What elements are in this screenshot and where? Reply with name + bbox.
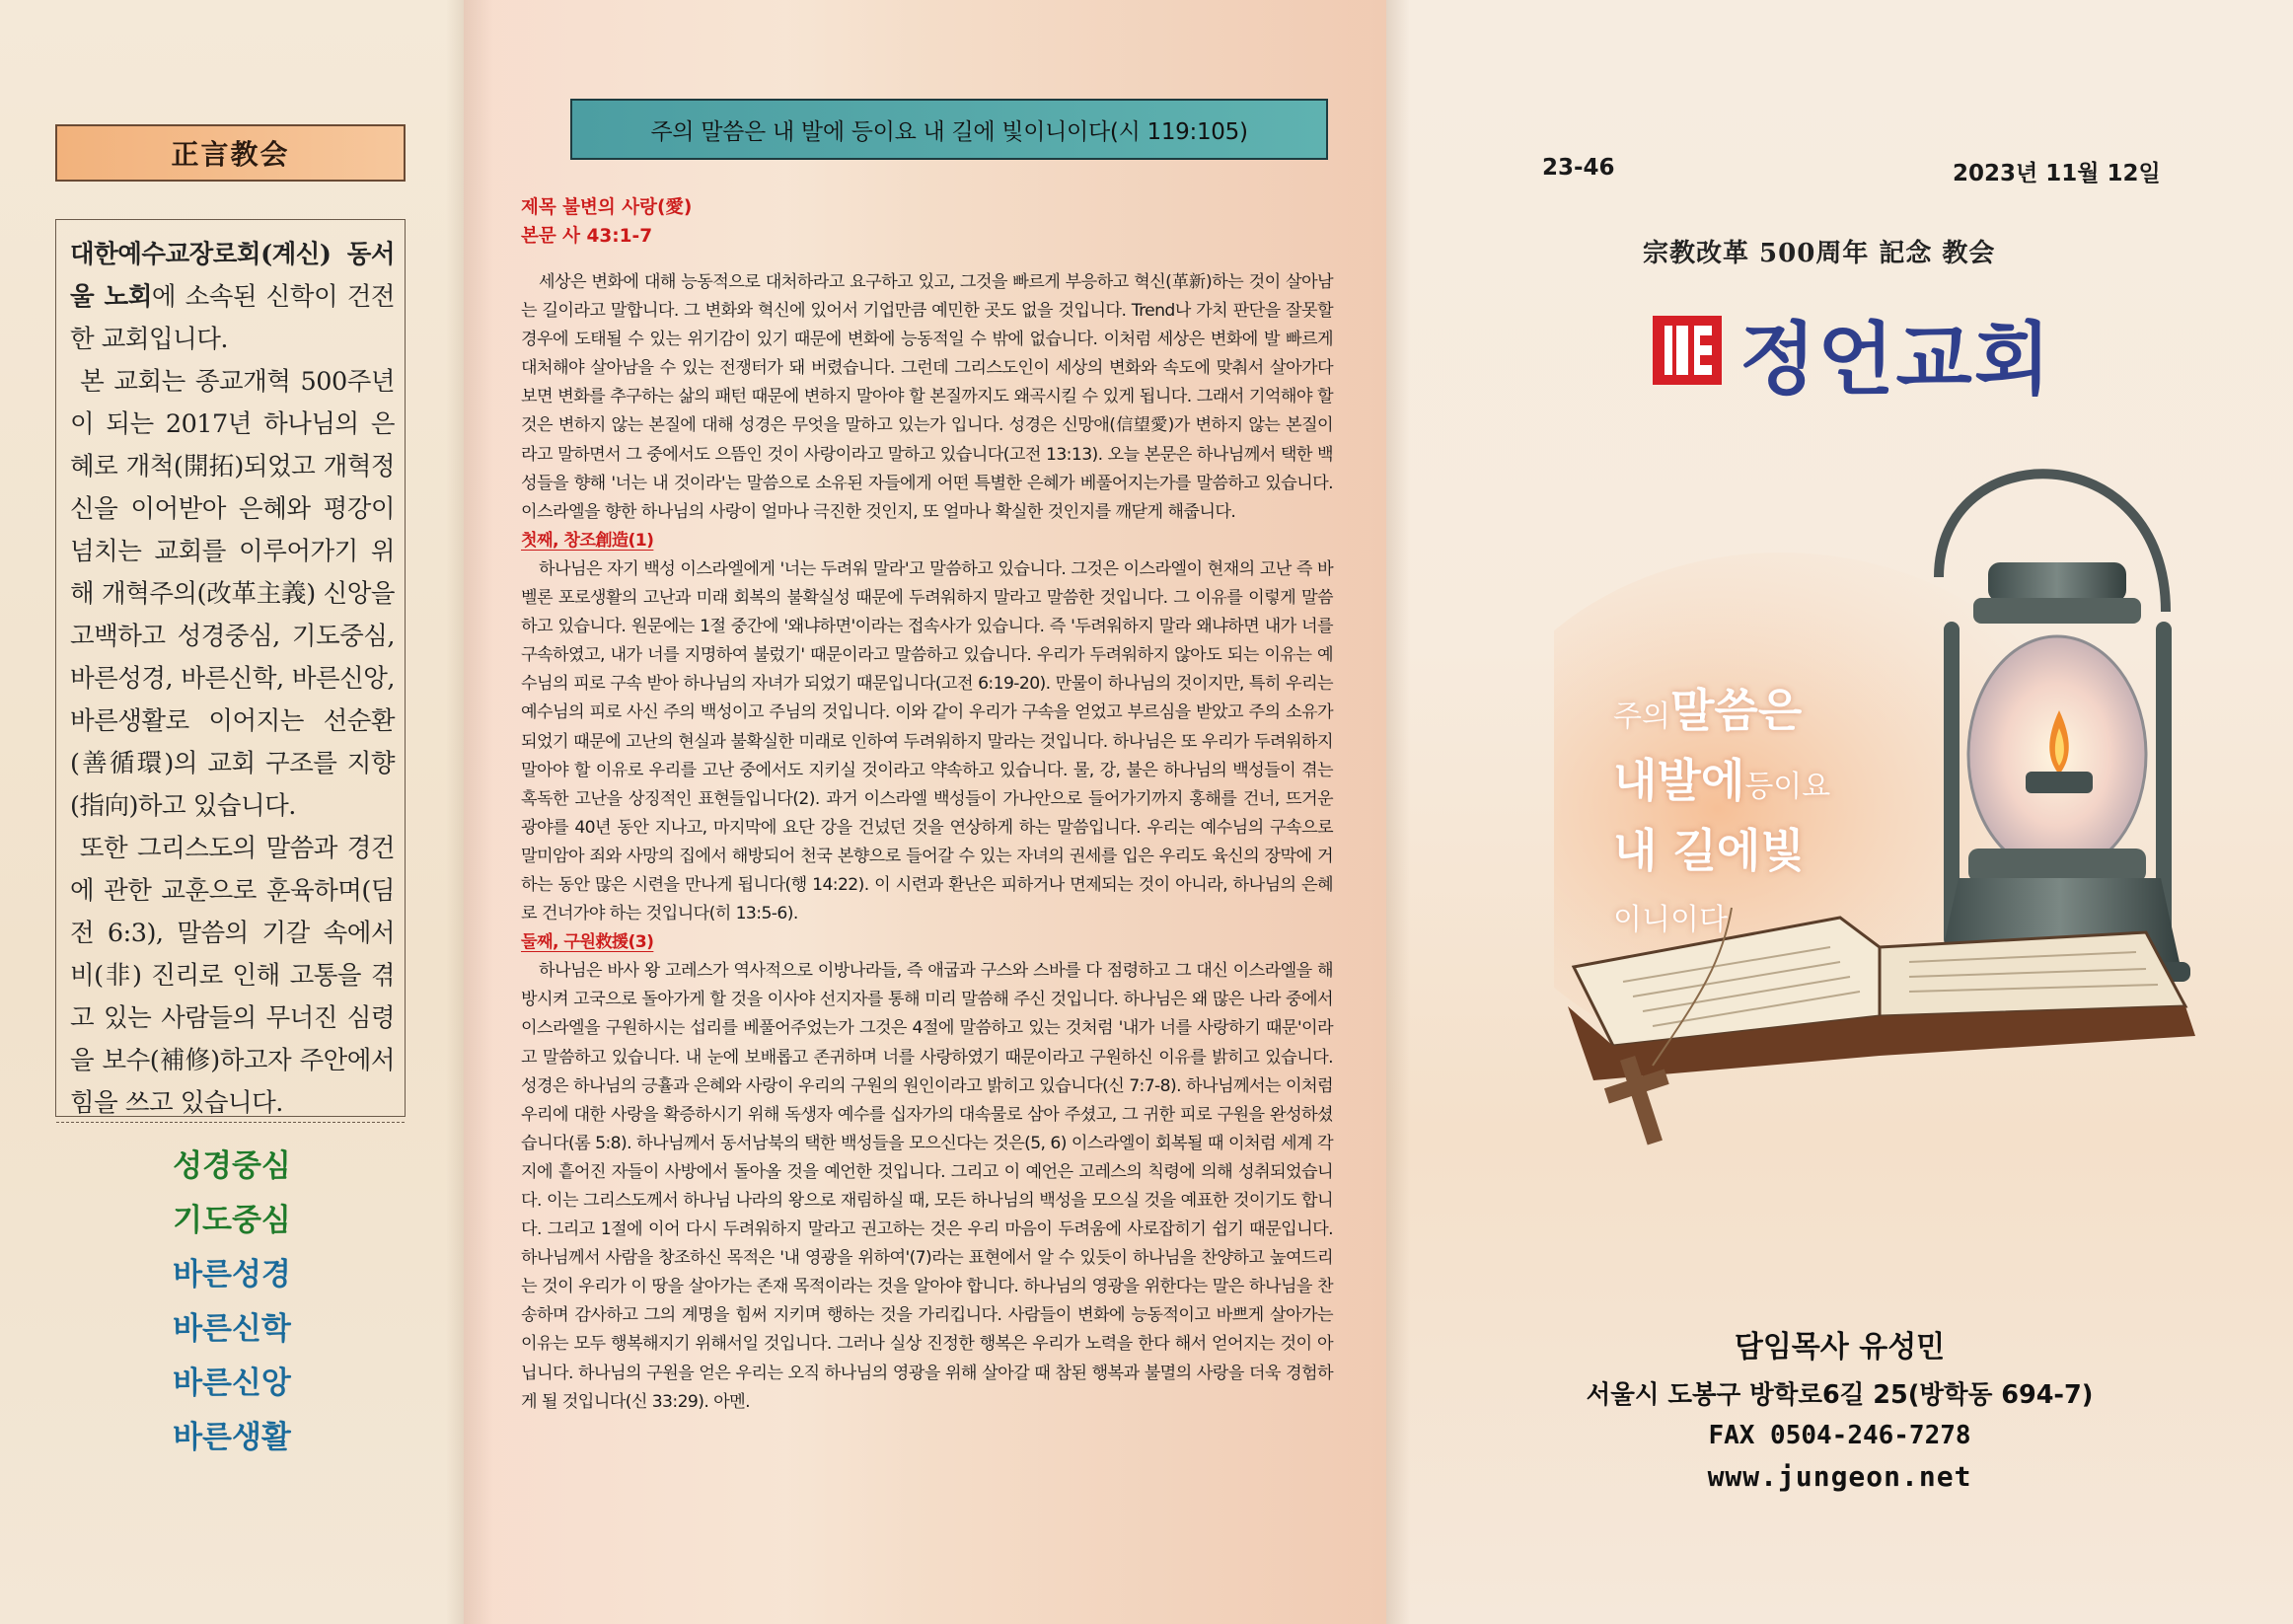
website-link[interactable]: www.jungeon.net	[1707, 1460, 1972, 1493]
section-1-paragraph: 하나님은 자기 백성 이스라엘에게 '너는 두려워 말라'고 말씀하고 있습니다. 그것은 이스라엘이 현재의 고난 즉 바벨론 포로생활의 고난과 미래 회복의 불확실성 때문에 두려워하지 말라고 말씀한 것입니다. 그 이유를 이렇게 말씀하고 있습니다. 원문에는 1절 중간에 '왜냐하면'이라는 접속사가 있습니다. 즉 '두려워하지 말라 왜냐하면 내가 너를 구속하였고, 내가 너를 지명하여 불렀기' 때문이라고 말씀하고 있습니다. 우리가 두려워하지 않아도 되는 이유는 예수님의 피로 구속 받아 하나님의 자녀가 되었기 때문입니다(고전 6:19-20). 만물이 하나님의 것이지만, 특히 우리는 예수님의 피로 사신 주의 백성이고 주님의 것입니다. 이와 같이 우리가 구속을 얻었고 부르심을 받았고 주의 소유가 되었기 때문에 고난의 현실과 불확실한 미래로 인하여 두려워하지 말라는 것입니다. 하나님은 또 우리가 두려워하지 말아야 할 이유로 우리를 고난 중에서도 지키실 것이라고 약속하고 있습니다. 물, 강, 불은 하나님의 백성들이 겪는 혹독한 고난을 상징적인 표현들입니다(2). 과거 이스라엘 백성들이 가나안으로 들어가기까지 홍해를 건너, 뜨거운 광야를 40년 동안 지나고, 마지막에 요단 강을 건넜던 것을 연상하게 하는 말씀입니다. 우리는 예수님의 구속으로 말미암아 죄와 사망의 집에서 해방되어 천국 본향으로 들어갈 수 있는 자녀의 권세를 입은 우리도 육신의 장막에 거하는 동안 많은 시련을 만나게 됩니다(행 14:22). 이 시련과 환난은 피하거나 면제되는 것이 아니라, 하나님의 은혜로 건너가야 하는 것입니다(히 13:5-6).	[521, 558, 1333, 924]
intro-paragraph-3: 또한 그리스도의 말씀과 경건에 관한 교훈으로 훈육하며(딤전 6:3), 말씀의 기갈 속에서 비(非) 진리로 인해 고통을 겪고 있는 사람들의 무너진 심령을 보수(補修)하고자 주안에서 힘을 쓰고 있습니다.	[70, 834, 395, 1118]
issue-date: 2023년 11월 12일	[1953, 161, 2161, 186]
church-name-title: 정언교회	[1739, 314, 2053, 406]
sermon-body	[521, 268, 1333, 1417]
sermon-panel	[464, 0, 1386, 1624]
section-2-paragraph: 하나님은 바사 왕 고레스가 역사적으로 이방나라들, 즉 애굽과 구스와 스바를 다 점령하고 그 대신 이스라엘을 해방시켜 고국으로 돌아가게 할 것을 이사야 선지자를 통해 미리 말씀해 주신 것입니다. 하나님은 왜 많은 나라 중에서 이스라엘을 구원하시는 섭리를 베풀어주었는가 그것은 4절에 말씀하고 있는 것처럼 '내가 너를 사랑하기 때문'이라고 말씀하고 있습니다. 내 눈에 보배롭고 존귀하며 너를 사랑하였기 때문이라고 구원하신 이유를 밝히고 있습니다. 성경은 하나님의 긍휼과 은혜와 사랑이 우리의 구원의 원인이라고 밝히고 있습니다(신 7:7-8). 하나님께서는 이처럼 우리에 대한 사랑을 확증하시기 위해 독생자 예수를 십자가의 대속물로 삼아 주셨고, 그 귀한 피로 구원을 완성하셨습니다(롬 5:8). 하나님께서 동서남북의 택한 백성들을 모으신다는 것은(5, 6) 이스라엘이 회복될 때 이처럼 세계 각지에 흩어진 자들이 사방에서 돌아올 것을 예언한 것입니다. 그리고 이 예언은 고레스의 칙령에 의해 성취되었습니다. 이는 그리스도께서 하나님 나라의 왕으로 재림하실 때, 모든 하나님의 백성을 모으실 것을 예표한 것이기도 합니다. 그리고 1절에 이어 다시 두려워하지 말라고 권고하는 것은 우리 마음이 두려움에 사로잡히기 쉽기 때문입니다. 하나님께서 사람을 창조하신 목적은 '내 영광을 위하여'(7)라는 표현에서 알 수 있듯이 하나님을 찬양하고 높여드리는 것이 우리가 이 땅을 살아가는 존재 목적이라는 것을 알아야 합니다. 하나님의 영광을 위한다는 말은 하나님을 찬송하며 감사하고 그의 계명을 힘써 지키며 행하는 것을 가리킵니다. 사람들이 변화에 능동적이고 바쁘게 살아가는 이유는 모두 행복해지기 위해서일 것입니다. 그러나 실상 진정한 행복은 우리가 노력을 한다 해서 얻어지는 것이 아닙니다. 하나님의 구원을 얻은 우리는 오직 하나님의 영광을 위해 살아갈 때 참된 행복과 불멸의 사랑을 더욱 경험하게 될 것입니다(신 33:29). 아멘.	[521, 961, 1333, 1412]
sermon-scripture: 본문 사 43:1-7	[521, 226, 653, 247]
verse-banner: 주의 말씀은 내 발에 등이요 내 길에 빛이니이다(시 119:105)	[570, 99, 1328, 160]
issue-number: 23-46	[1542, 155, 1615, 181]
sermon-intro-paragraph: 세상은 변화에 대해 능동적으로 대처하라고 요구하고 있고, 그것을 빠르게 부응하고 혁신(革新)하는 것이 살아남는 길이라고 말합니다. 그 변화와 혁신에 있어서 기업만큼 예민한 곳도 없을 것입니다. Trend나 가치 판단을 잘못할 경우에 도태될 수 있는 위기감이 있기 때문에 변화에 능동적일 수 밖에 없습니다. 이처럼 세상은 변화에 발 빠르게 대처해야 살아남을 수 있는 전쟁터가 돼 버렸습니다. 그런데 그리스도인이 세상의 변화와 속도에 맞춰서 살아가다 보면 변화를 추구하는 삶의 패턴 때문에 변하지 말아야 할 본질까지도 왜곡시킬 수 있게 됩니다. 그래서 기억해야 할 것은 변하지 않는 본질에 대해 성경은 무엇을 말하고 있는가 입니다. 성경은 신망애(信望愛)가 변하지 않는 본질이라고 말하면서 그 중에서도 으뜸인 것이 사랑이라고 말하고 있습니다(고전 13:13). 오늘 본문은 하나님께서 택한 백성들을 향해 '너는 내 것이라'는 말씀으로 소유된 자들에게 어떤 특별한 은혜가 베풀어지는가를 말씀하고 있습니다. 이스라엘을 향한 하나님의 사랑이 얼마나 극진한 것인지, 또 얼마나 확실한 것인지를 깨닫게 해줍니다.	[521, 272, 1333, 522]
intro-divider	[56, 1122, 405, 1123]
church-intro-text	[56, 220, 405, 1125]
motto-item: 바른생활	[173, 1420, 291, 1455]
sermon-title: 제목 불변의 사랑(愛)	[521, 197, 693, 218]
motto-list	[0, 1140, 464, 1465]
section-heading-2: 둘째, 구원救援(3)	[521, 932, 654, 953]
intro-p1-rest: 에 소속된 신학이 건전한 교회입니다.	[70, 282, 395, 354]
fax-number: FAX 0504-246-7278	[1708, 1421, 1971, 1450]
intro-denomination: 대한예수교장로회(계신) 동서울 노회	[70, 240, 395, 312]
motto-item: 바른성경	[173, 1257, 291, 1292]
motto-item: 기도중심	[173, 1203, 291, 1238]
anniversary-subtitle: 宗教改革 500周年 記念 教会	[1643, 239, 1996, 268]
section-heading-1: 첫째, 창조創造(1)	[521, 530, 654, 551]
cover-verse-art: 주의말씀은 내발에등이요 내 길에빛 이니이다	[1613, 684, 1831, 937]
left-panel	[0, 0, 464, 1624]
sermon-meta	[521, 193, 692, 251]
intro-paragraph-2: 본 교회는 종교개혁 500주년이 되는 2017년 하나님의 은혜로 개척(開拓)되었고 개혁정신을 이어받아 은혜와 평강이 넘치는 교회를 이루어가기 위해 개혁주의(改革主義) 신앙을 고백하고 성경중심, 기도중심, 바른성경, 바른신학, 바른신앙, 바른생활로 이어지는 선순환(善循環)의 교회 구조를 지향(指向)하고 있습니다.	[70, 367, 395, 821]
motto-item: 바른신앙	[173, 1366, 291, 1401]
intro-paragraph-1	[70, 234, 395, 361]
motto-item: 성경중심	[173, 1148, 291, 1184]
church-logo-icon	[1651, 314, 1724, 387]
pastor-name: 담임목사 유성민	[1734, 1330, 1946, 1365]
church-address: 서울시 도봉구 방학로6길 25(방학동 694-7)	[1586, 1380, 2094, 1410]
church-intro-box	[55, 219, 406, 1117]
church-hanja-tag: 正言教会	[55, 124, 406, 182]
motto-item: 바른신학	[173, 1311, 291, 1347]
cover-panel	[1386, 0, 2293, 1624]
